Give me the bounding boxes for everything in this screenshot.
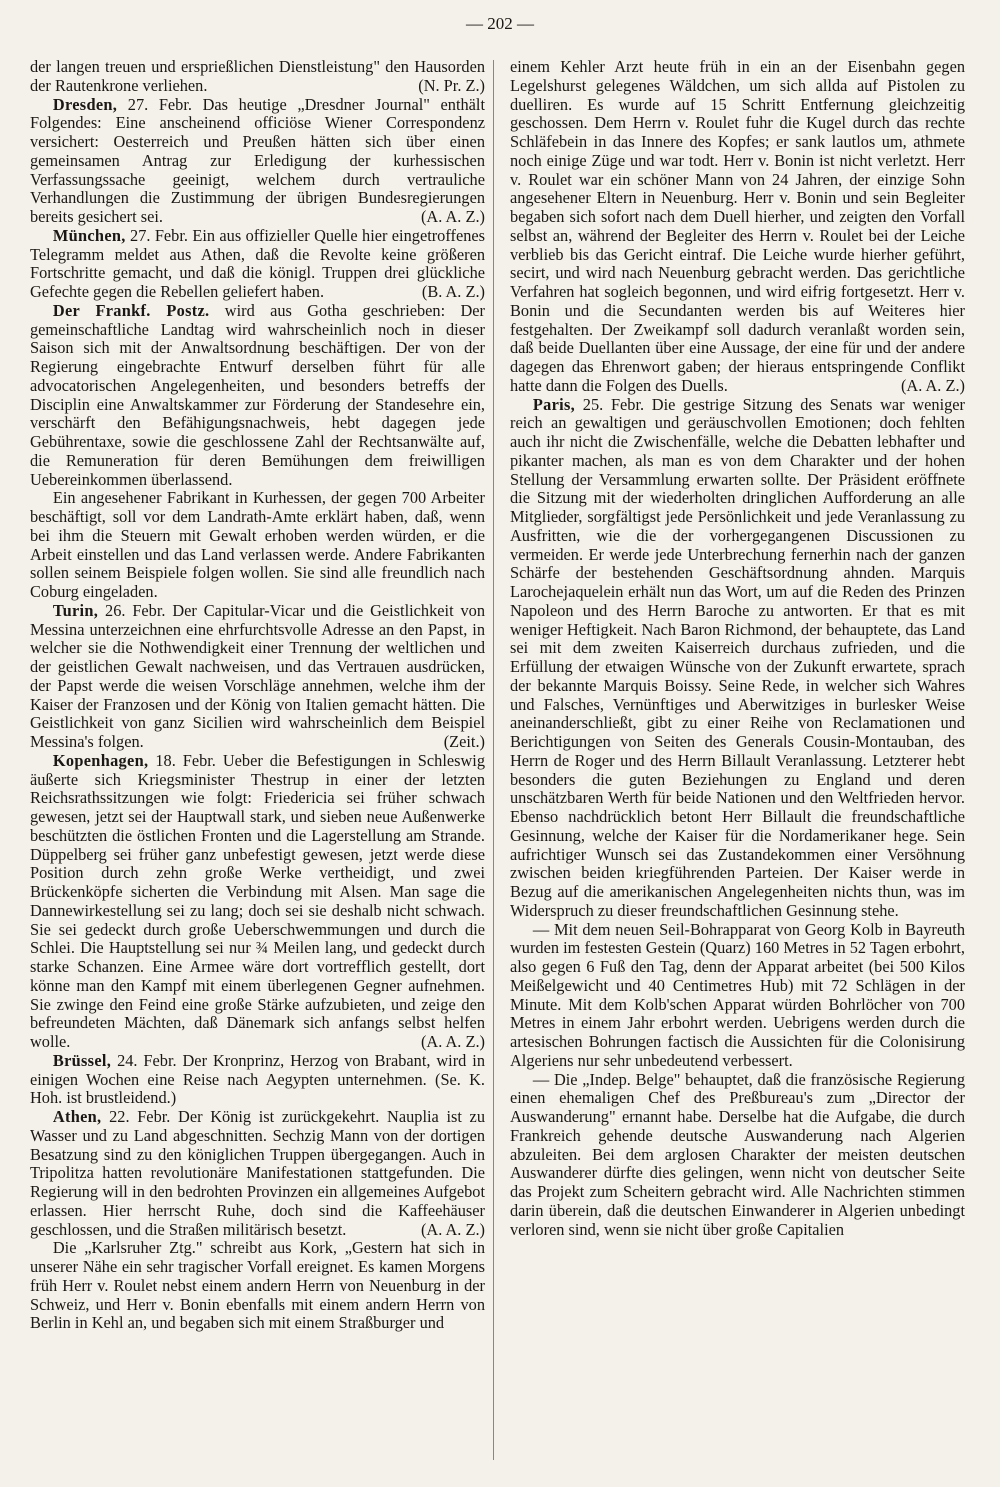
article-dateline: Turin, — [52, 600, 99, 620]
article-text: 24. Febr. Der Kronprinz, Herzog von Brabant, wird in einigen Wochen eine Reise nach Aegypten unternehmen. (Se. K. Hoh. ist brustleidend.) — [30, 1050, 485, 1108]
article-paragraph — [30, 489, 485, 602]
article-text: Die „Karlsruher Ztg." schreibt aus Kork, „Gestern hat sich in unserer Nähe ein sehr tragischer Vorfall ereignet. Es kamen Morgens früh Herr v. Roulet nebst einem andern Herrn von Neuenburg in der Schweiz, und Herr v. Bonin ebenfalls mit einem andern Herrn von Berlin in Kehl an, und begaben sich mit einem Straßburger und — [30, 1238, 485, 1333]
article-paragraph — [30, 96, 485, 227]
article-text: der langen treuen und ersprießlichen Dienstleistung" den Hausorden der Rautenkrone verliehen. — [30, 57, 485, 95]
column-divider — [493, 60, 494, 1460]
article-paragraph — [510, 58, 965, 396]
article-source: (A. A. Z.) — [420, 1032, 485, 1051]
article-text: 27. Febr. Ein aus offizieller Quelle hier eingetroffenes Telegramm meldet aus Athen, daß die Revolte keine größeren Fortschritte gemacht, und daß die königl. Truppen drei glückliche Gefechte gegen die Rebellen geliefert haben. — [30, 225, 485, 301]
article-paragraph — [30, 1239, 485, 1333]
article-source: (A. A. Z.) — [420, 1219, 485, 1239]
article-dateline: Athen, — [52, 1107, 102, 1126]
article-paragraph — [30, 1108, 485, 1239]
article-paragraph — [30, 1052, 485, 1108]
article-source: (A. A. Z.) — [900, 375, 965, 395]
article-paragraph — [30, 752, 485, 1052]
article-paragraph — [510, 921, 965, 1071]
article-dateline: Kopenhagen, — [52, 750, 149, 770]
article-paragraph — [30, 227, 485, 302]
article-source: (N. Pr. Z.) — [418, 75, 485, 95]
article-text: einem Kehler Arzt heute früh in ein an der Eisenbahn gegen Legelshurst gelegenes Wäldchen, um sich allda auf Pistolen zu duelliren. Es wurde auf 15 Schritt Entfernung gleichzeitig geschossen. Dem Herrn v. Roulet fuhr die Kugel durch das rechte Schläfebein in das Innere des Kopfes; er sank lautlos um, athmete noch einige Züge und war todt. Herr v. Bonin ist nicht verletzt. Herr v. Roulet war ein schöner Mann von 24 Jahren, der einzige Sohn angesehener Eltern in Neuenburg. Herr v. Bonin und sein Begleiter begaben sich sofort nach dem Duell hierher, und zeigten den Vorfall selbst an, während der Begleiter des Herrn v. Roulet bei der Leiche verblieb bis das Gericht eintraf. Die Leiche wurde hierher geführt, secirt, und wird nach Neuenburg gebracht werden. Das gerichtliche Verfahren hat sogleich begonnen, und wird eifrig fortgesetzt. Herr v. Bonin und die Secundanten werden bis auf Weiteres hier festgehalten. Der Zweikampf soll dadurch veranlaßt worden sein, daß beide Duellanten über eine Aussage, der eine für und der andere dagegen das Ehrenwort gaben; der hieraus entspringende Conflikt hatte dann die Folgen des Duells. — [510, 57, 965, 395]
article-source: (Zeit.) — [443, 732, 485, 751]
article-dateline: Der Frankf. Postz. — [52, 300, 210, 320]
article-text: Ein angesehener Fabrikant in Kurhessen, der gegen 700 Arbeiter beschäftigt, soll vor dem Landrath-Amte erklärt haben, daß, wenn bei ihm die Steuern mit Gewalt erhoben werden würden, er die Arbeit einstellen und das Land verlassen werde. Andere Fabrikanten sollen seinem Beispiele folgen wollen. Sie sind alle freundlich nach Coburg eingeladen. — [30, 488, 485, 601]
article-text: 27. Febr. Das heutige „Dresdner Journal" enthält Folgendes: Eine anscheinend officiöse Wiener Correspondenz versichert: Oesterreich und Preußen hätten sich über einen gemeinsamen Antrag zur Erledigung der kurhessischen Verfassungssache geeinigt, welchem durch vertrauliche Verhandlungen die Zustimmung der übrigen Bundesregierungen bereits gesichert sei. — [30, 94, 485, 226]
article-paragraph — [30, 58, 485, 96]
article-text: 22. Febr. Der König ist zurückgekehrt. Nauplia ist zu Wasser und zu Land abgeschnitten. Sechzig Mann von der dortigen Besatzung sind zu den königlichen Truppen übergegangen. Auch in Tripolitza hatten revolutionäre Manifestationen stattgefunden. Die Regierung will in den bedrohten Provinzen ein allgemeines Aufgebot erlassen. Hier herrscht Ruhe, doch sind die Kaffeehäuser geschlossen, und die Straßen militärisch besetzt. — [30, 1107, 485, 1239]
left-column — [30, 58, 485, 1333]
article-text: 18. Febr. Ueber die Befestigungen in Schleswig äußerte sich Kriegsminister Thestrup in einer der letzten Reichsrathssitzungen wie folgt: Friedericia sei früher schwach gewesen, jetzt sei der Hauptwall stark, und sieben neue Außenwerke beschützten die östlichen Fronten und die Lagerstellung am Strande. Düppelberg sei früher ganz unbefestigt gewesen, jetzt werde diese Position durch zehn große Werke vertheidigt, und zwei Brückenköpfe sicherten die Verbindung mit Alsen. Man sage die Dannewirkestellung sei zu lang; doch sei sie deshalb nicht schwach. Sie sei gedeckt durch große Ueberschwemmungen und durch die Schlei. Die Hauptstellung sei nur ¾ Meilen lang, und gedeckt durch starke Schanzen. Eine Armee wäre dort vortrefflich gestellt, dort könne man den Kampf mit einem überlegenen Gegner aufnehmen. Sie zwinge den Feind eine große Stärke aufzubieten, und zeige den befreundeten Mächten, daß Dänemark sich anfangs selbst helfen wolle. — [30, 750, 485, 1051]
article-text: — Mit dem neuen Seil-Bohrapparat von Georg Kolb in Bayreuth wurden im festesten Gestein (Quarz) 160 Metres in 52 Tagen erbohrt, also gegen 6 Fuß den Tag, denn der Apparat arbeitet (bei 500 Kilos Meißelgewicht und 40 Centimetres Hub) mit 72 Schlägen in der Minute. Mit dem Kolb'schen Apparat würden Bohrlöcher von 700 Metres in einem Jahr erbohrt werden. Uebrigens werden durch die artesischen Bohrungen factisch die Aussichten für die Colonisirung Algeriens nur sehr unbedeutend verbessert. — [510, 919, 965, 1070]
article-paragraph — [30, 602, 485, 752]
right-column — [510, 58, 965, 1239]
article-text: — Die „Indep. Belge" behauptet, daß die französische Regierung einen ehemaligen Chef des Preßbureau's zum „Director der Auswanderung" ernannt habe. Derselbe hat die Aufgabe, die durch Frankreich gehende deutsche Auswanderung nach Algerien abzuleiten. Bei dem arglosen Charakter der meisten deutschen Auswanderer dürfte dies gelingen, wenn nicht von deutscher Seite das Projekt zum Scheitern gebracht wird. Alle Nachrichten stimmen darin überein, daß die deutschen Einwanderer in Algerien unbedingt verloren sind, wenn sie nicht über große Capitalien — [510, 1069, 965, 1239]
article-text: 26. Febr. Der Capitular-Vicar und die Geistlichkeit von Messina unterzeichnen eine ehrfurchtsvolle Adresse an den Papst, in welcher sie die Nothwendigkeit einer Trennung der weltlichen und der geistlichen Gewalt nachweisen, und das Vertrauen ausdrücken, der Papst werde die weisen Vorschläge annehmen, welche ihm der Kaiser der Franzosen und der König von Italien gemacht hätten. Die Geistlichkeit von ganz Sicilien wird wahrscheinlich dem Beispiel Messina's folgen. — [30, 600, 485, 751]
page-number: — 202 — — [466, 14, 534, 33]
article-text: wird aus Gotha geschrieben: Der gemeinschaftliche Landtag wird wahrscheinlich noch in dieser Saison sich mit der Anwaltsordnung beschäftigen. Der von der Regierung eingebrachte Entwurf derselben führt für alle advocatorischen Angelegenheiten, und besonders betreffs der Disciplin eine Anwaltskammer zur Förderung der Standesehre ein, verschärft den Befähigungsnachweis, hebt dagegen jede Gebührentaxe, sowie die geschlossene Zahl der Rechtsanwälte auf, die Remuneration für deren Bemühungen dem freiwilligen Uebereinkommen überlassend. — [30, 300, 485, 489]
article-paragraph — [30, 302, 485, 490]
article-text: 25. Febr. Die gestrige Sitzung des Senats war weniger reich an gewaltigen und geräuschvollen Emotionen; doch fehlten auch ihr nicht die Zwischenfälle, welche die Debatten lebhafter und pikanter machen, als man es von dem Charakter und der hohen Stellung der Versammlung erwarten sollte. Der Präsident eröffnete die Sitzung mit der wiederholten dringlichen Aufforderung an alle Mitglieder, sorgfältigst jede Persönlichkeit und jede Veranlassung zu Ausfritten, wie die der vorhergegangenen Discussionen zu vermeiden. Er werde jede Unterbrechung fernerhin nach der ganzen Schärfe der bestehenden Geschäftsordnung ahnden. Marquis Larochejaquelein erhält nun das Wort, um auf die Reden des Prinzen Napoleon und des Herrn Baroche zu antworten. Er that es mit weniger Heftigkeit. Nach Baron Richmond, der behauptete, das Land sei mit dem zweiten Kaiserreich durchaus zufrieden, und die Erfüllung der etwaigen Wünsche von der Zukunft erwartete, sprach der bekannte Marquis Boissy. Seine Rede, in welcher sich Wahres und Falsches, Vernünftiges und Aberwitziges in burlesker Weise aneinanderschließt, gibt zu einer Reihe von Reclamationen und Berichtigungen von Seiten des Generals Cousin-Montauban, des Herrn de Roger und des Herrn Billault Veranlassung. Letzterer hebt besonders die guten Beziehungen zu England und deren unschätzbaren Werth für beide Nationen und den Weltfrieden hervor. Ebenso nachdrücklich betont Herr Billault die freundschaftliche Gesinnung, welche der Kaiser für die Nordamerikaner hege. Sein aufrichtiger Wunsch sei das Zustandekommen einer Versöhnung zwischen beiden kriegführenden Parteien. Der Kaiser werde in Bezug auf die amerikanischen Angelegenheiten nichts thun, was im Widerspruch zu dieser freundschaftlichen Gesinnung stehe. — [510, 394, 965, 920]
article-dateline: Dresden, — [52, 94, 118, 114]
article-dateline: München, — [52, 225, 126, 245]
article-source: (A. A. Z.) — [420, 207, 485, 226]
article-paragraph — [510, 1071, 965, 1240]
article-dateline: Brüssel, — [52, 1050, 112, 1070]
article-dateline: Paris, — [532, 394, 576, 414]
article-paragraph — [510, 396, 965, 921]
article-source: (B. A. Z.) — [421, 282, 485, 301]
